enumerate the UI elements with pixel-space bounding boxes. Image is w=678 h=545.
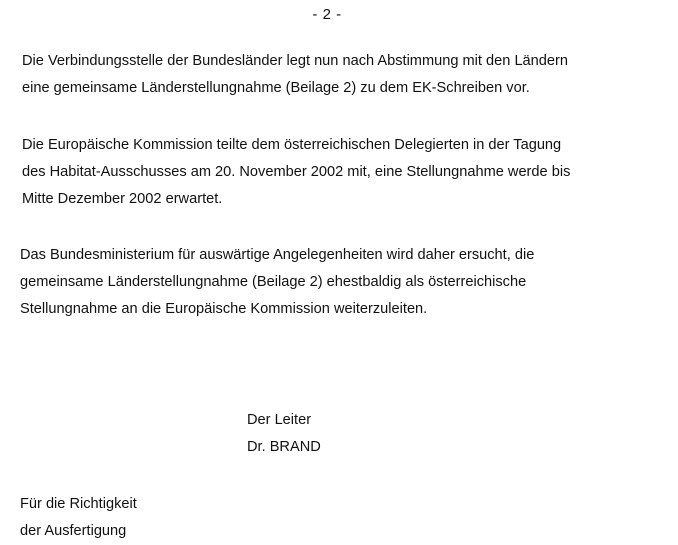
paragraph-line: Die Verbindungsstelle der Bundesländer legt nun nach Abstimmung mit den Ländern <box>22 53 568 69</box>
paragraph-line: gemeinsame Länderstellungnahme (Beilage 2) ehestbaldig als österreichische <box>20 274 527 290</box>
signatory-name: Dr. BRAND <box>247 439 321 455</box>
paragraph-coordination <box>22 48 662 102</box>
certification-line: der Ausfertigung <box>20 523 127 539</box>
paragraph-line: eine gemeinsame Länderstellungnahme (Beilage 2) zu dem EK-Schreiben vor. <box>22 80 530 96</box>
page-number: - 2 - <box>312 6 342 23</box>
paragraph-line: des Habitat-Ausschusses am 20. November 2002 mit, eine Stellungnahme werde bis <box>22 164 571 180</box>
paragraph-line: Stellungnahme an die Europäische Kommission weiterzuleiten. <box>20 301 428 317</box>
paragraph-line: Die Europäische Kommission teilte dem österreichischen Delegierten in der Tagung <box>22 137 562 153</box>
paragraph-line: Das Bundesministerium für auswärtige Angelegenheiten wird daher ersucht, die <box>20 247 535 263</box>
paragraph-line: Mitte Dezember 2002 erwartet. <box>22 191 223 207</box>
certification-line: Für die Richtigkeit <box>20 496 137 512</box>
paragraph-ministry-request <box>20 242 660 323</box>
certification-block <box>20 491 137 545</box>
paragraph-commission-request <box>22 132 662 213</box>
signature-block <box>247 407 321 461</box>
signatory-title: Der Leiter <box>247 412 312 428</box>
